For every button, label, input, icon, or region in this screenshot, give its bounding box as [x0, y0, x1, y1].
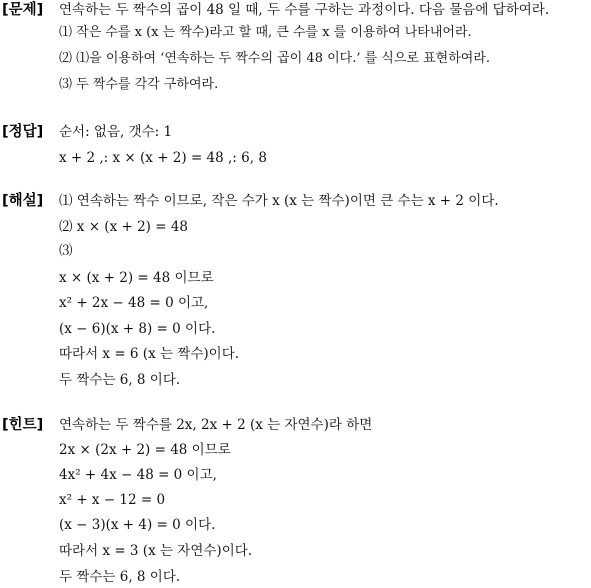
explanation-line: 두 짝수는 6, 8 이다. [59, 372, 181, 388]
hint-line: 연속하는 두 짝수를 2x, 2x + 2 (x 는 자연수)라 하면 [59, 417, 373, 433]
question-1: ⑴ 작은 수를 x (x 는 짝수)라고 할 때, 큰 수를 x 를 이용하여 나타내어라. [59, 25, 472, 40]
explanation-line: ⑴ 연속하는 짝수 이므로, 작은 수가 x (x 는 짝수)이면 큰 수는 x + 2 이다. [59, 193, 499, 209]
explanation-line: ⑶ [59, 243, 73, 259]
question-3: ⑶ 두 짝수를 각각 구하여라. [59, 77, 219, 92]
explanation-line: x × (x + 2) = 48 이므로 [59, 270, 214, 286]
answer-order: 순서: 없음, 갯수: 1 [59, 124, 173, 140]
hint-line: x² + x − 12 = 0 [59, 492, 166, 508]
problem-tag: [문제] [2, 2, 44, 18]
hint-line: 2x × (2x + 2) = 48 이므로 [59, 442, 231, 458]
explanation-line: (x − 6)(x + 8) = 0 이다. [59, 321, 216, 337]
explanation-line: 따라서 x = 6 (x 는 짝수)이다. [59, 346, 240, 362]
hint-line: 따라서 x = 3 (x 는 자연수)이다. [59, 543, 253, 559]
explanation-line: x² + 2x − 48 = 0 이고, [59, 295, 209, 311]
hint-tag: [힌트] [2, 417, 44, 433]
explanation-tag: [해설] [2, 193, 44, 209]
answer-values: x + 2 ,: x × (x + 2) = 48 ,: 6, 8 [59, 150, 267, 166]
answer-tag: [정답] [2, 124, 44, 140]
problem-text: 연속하는 두 짝수의 곱이 48 일 때, 두 수를 구하는 과정이다. 다음 물음에 답하여라. [59, 2, 550, 18]
question-2: ⑵ ⑴을 이용하여 ‘연속하는 두 짝수의 곱이 48 이다.’ 를 식으로 표현하여라. [59, 51, 491, 66]
explanation-line: ⑵ x × (x + 2) = 48 [59, 219, 189, 235]
hint-line: 두 짝수는 6, 8 이다. [59, 569, 181, 585]
hint-line: (x − 3)(x + 4) = 0 이다. [59, 517, 216, 533]
hint-line: 4x² + 4x − 48 = 0 이고, [59, 467, 217, 483]
